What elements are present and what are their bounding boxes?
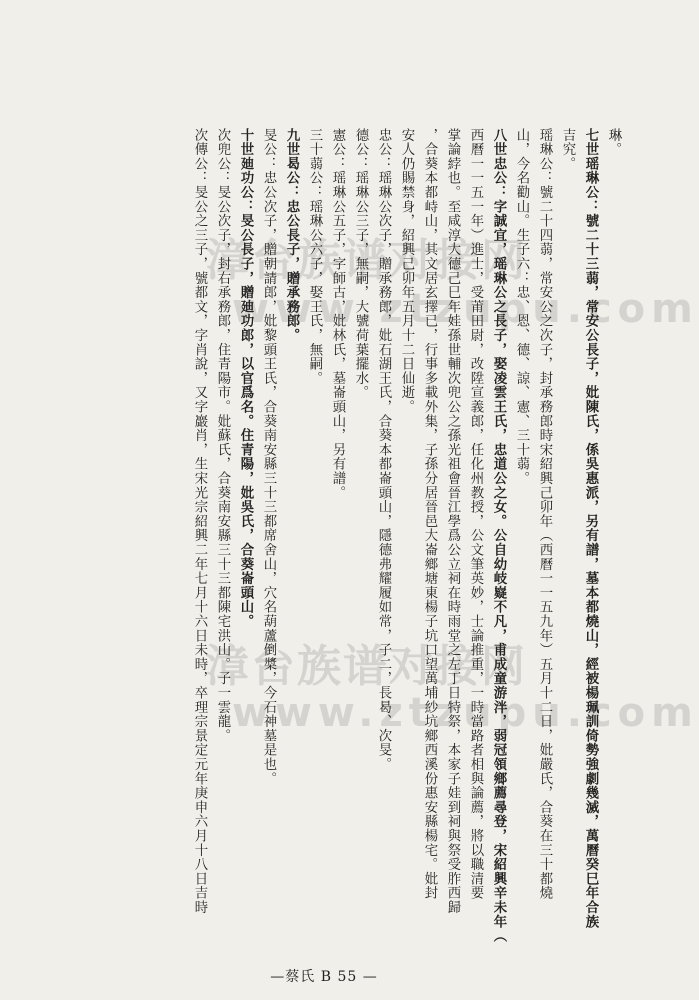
text-column: 次兜公：旻公次子，封右承務郎，住青陽市。妣蘇氏，合葵南安縣三十三都陳宅洪山。子一雲龍。 — [215, 128, 230, 743]
text-column: 十世廸功公：旻公長子，贈廸功郎，以官爲名。住青陽，妣吳氏，合葵崙頭山。 — [238, 128, 254, 629]
watermark-site-name: 漳台族谱对接网 — [205, 235, 527, 286]
watermark-site-url: www.ztzupu.com — [232, 690, 699, 736]
watermark-site-url: www.ztzupu.com — [232, 286, 699, 332]
text-column: 西曆一一五一年）進士，受莆田尉，改陞宣義郎，任化州教授，公文筆英妙，士論推重，一時當路者相與論薦，將以職清要 — [468, 128, 483, 901]
text-column: 琳。 — [606, 128, 621, 157]
watermark-site-name: 漳台族谱对接网 — [205, 641, 527, 692]
text-column: 安人仍賜禁身，紹興己卯年五月十二日仙逝。 — [399, 128, 414, 414]
text-column: 七世瑶琳公：號二十三蒻，常安公長子，妣陳氏，係吳惠派，另有譜，墓本都燒山，經被楊珮訓倚勢強劇幾滅，萬曆癸巳年合族 — [583, 128, 599, 929]
text-column: 山，今名勸山。生子六：忠、恩、德、諒、憲、三十蒻。 — [514, 128, 529, 486]
text-column: 九世曷公：忠公長子，贈承務郎。 — [284, 128, 300, 343]
text-column: 三十蒻公：瑶琳公六子，娶王氏，無嗣。 — [307, 128, 322, 386]
text-column: 德公：瑶琳公三子，無嗣，大號荷葉擺水。 — [353, 128, 368, 400]
text-column: 掌論綍也。至咸淳大德己巳年娃孫世輔次兜公之孫光祖會晉江學爲公立祠在時雨堂之左丁日特祭，本家子娃到祠與祭受胙西歸 — [445, 128, 460, 915]
text-column: 吉究。 — [560, 128, 575, 171]
text-column: 憲公：瑶琳公五子，字師古，妣林氏，墓崙頭山，另有譜。 — [330, 128, 345, 500]
text-column: 忠公：瑶琳公次子，贈承務郎，妣石湖王氏，合葵本都崙頭山，隱德弗耀履如常，子二，長曷、次旻。 — [376, 128, 391, 772]
text-column: 旻公：忠公次子，贈朝請郎，妣黎頭王氏，合葵南安縣三十三都席舍山，穴名葫蘆倒槳，今石神墓是也。 — [261, 128, 276, 786]
text-column: 瑶琳公：號二十四蒻，常安公之次子，封承務郎時宋紹興己卯年（西曆一一五九年）五月十二日，妣嚴氏，合葵在三十都燒 — [537, 128, 552, 901]
genealogy-text-block — [24, 128, 624, 944]
page-number-footer: —蔡氏 B 55 — — [270, 969, 378, 985]
text-column: 八世忠公：字誠宜，瑶琳公之長子，娶凌雲王氏，忠道公之女。公自幼岐嶷不凡，甫成童游泮，弱冠領鄉薦尋登，宋紹興辛未年（ — [491, 128, 507, 944]
text-column: ，合葵本都峙山，其文居玄擇已，行事多載外集，子孫分居晉邑大崙鄉塘東楊子坑口望萬埔紗坑鄉西溪份惠安縣楊宅。妣封 — [422, 128, 437, 901]
text-column: 次傳公：旻公之三子，號都文，字肖說，又字巖肖，生宋光宗紹興二年七月十六日未時，卒理宗景定元年庚申六月十八日吉時 — [192, 128, 207, 915]
